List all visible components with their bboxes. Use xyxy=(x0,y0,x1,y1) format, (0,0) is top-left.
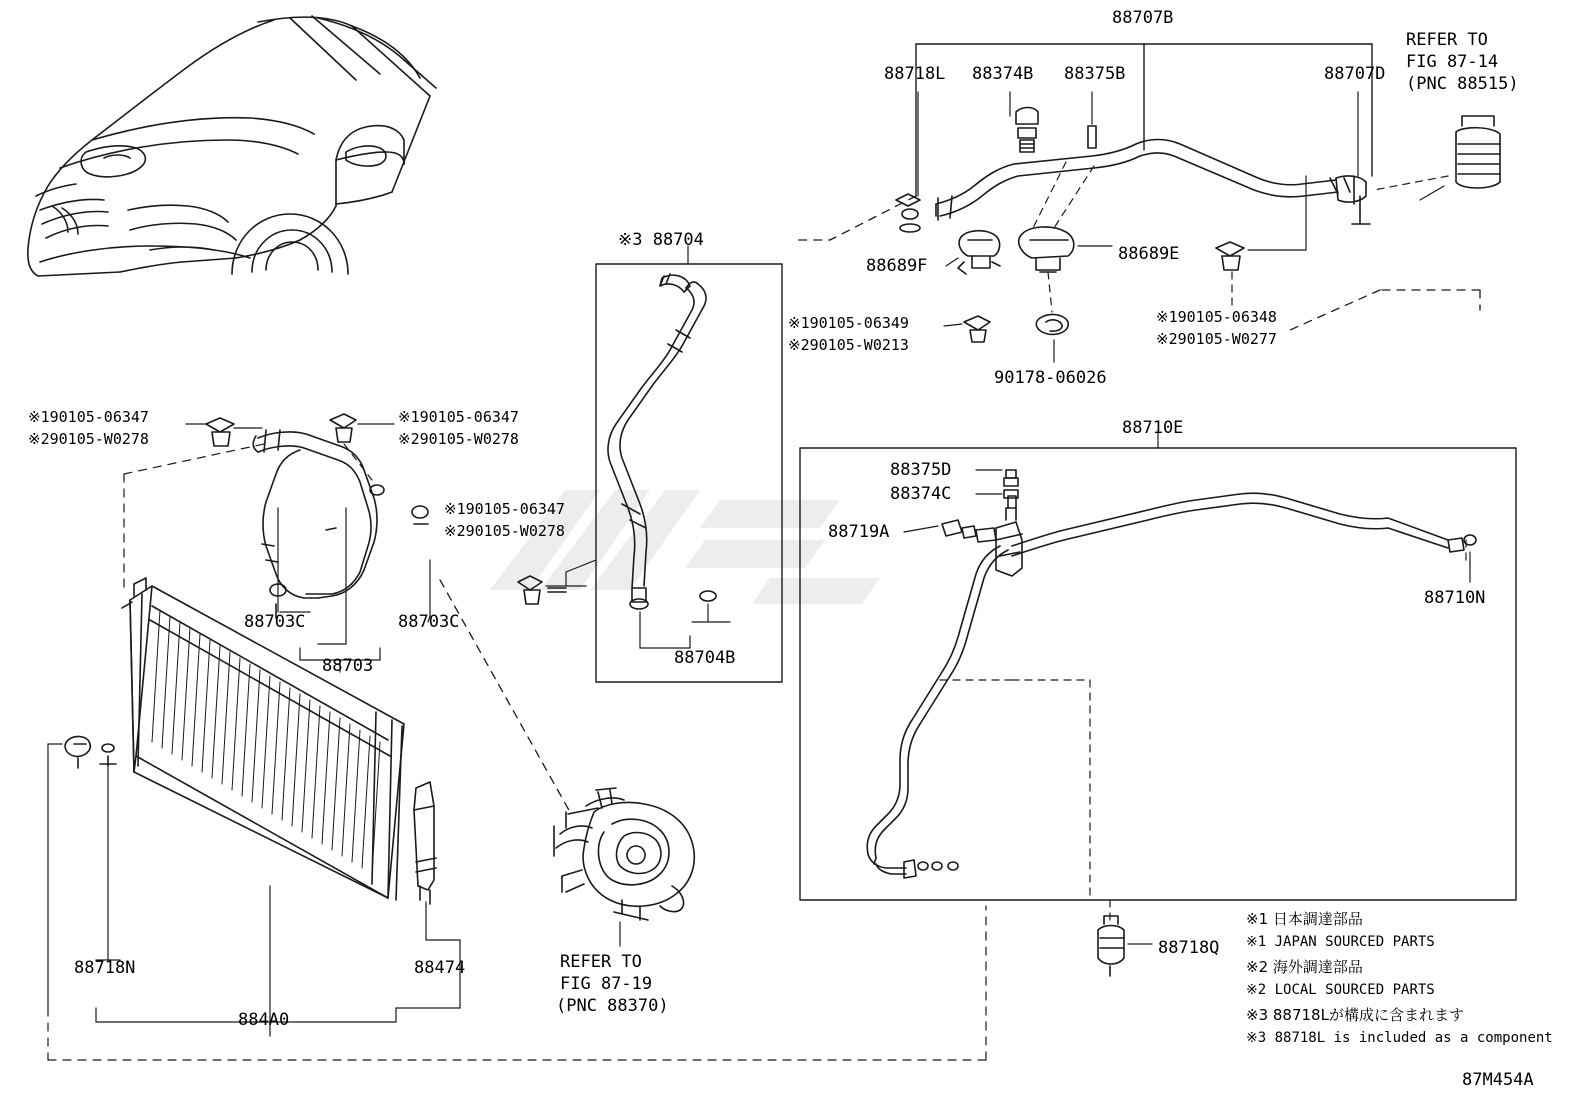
legend-line-2: ※1 JAPAN SOURCED PARTS xyxy=(1246,934,1435,950)
label-88710N: 88710N xyxy=(1424,588,1486,608)
bolt-4-line1: ※190105-06349 xyxy=(788,314,909,332)
legend-line-6: ※3 88718L is included as a component xyxy=(1246,1030,1553,1046)
figure-id: 87M454A xyxy=(1462,1070,1534,1090)
legend-line-1: ※1 日本調達部品 xyxy=(1246,910,1363,928)
ref-fig-87-19-line2: FIG 87-19 xyxy=(560,974,653,994)
bolt-2-line2: ※290105-W0278 xyxy=(398,430,519,448)
legend-line-4: ※2 LOCAL SOURCED PARTS xyxy=(1246,982,1435,998)
ref-fig-87-19-line3: (PNC 88370) xyxy=(556,996,669,1016)
label-88707D: 88707D xyxy=(1324,64,1386,84)
bolt-2-line1: ※190105-06347 xyxy=(398,408,519,426)
bolt-3-line2: ※290105-W0278 xyxy=(444,522,565,540)
label-88707B: 88707B xyxy=(1112,8,1174,28)
compressor xyxy=(554,788,694,946)
ref-fig-87-14-line3: (PNC 88515) xyxy=(1406,74,1519,94)
ref-fig-87-14-line2: FIG 87-14 xyxy=(1406,52,1499,72)
label-88374C: 88374C xyxy=(890,484,952,504)
label-88704: ※3 88704 xyxy=(618,230,704,250)
label-88375B: 88375B xyxy=(1064,64,1126,84)
legend-line-5: ※3 88718Lが構成に含まれます xyxy=(1246,1006,1464,1024)
label-88374B: 88374B xyxy=(972,64,1034,84)
bolt-5-line1: ※190105-06348 xyxy=(1156,308,1277,326)
bolt-5-line2: ※290105-W0277 xyxy=(1156,330,1277,348)
label-88710E: 88710E xyxy=(1122,418,1184,438)
box-88710E xyxy=(800,430,1516,976)
label-88703C-left: 88703C xyxy=(244,612,306,632)
ref-fig-87-19-line1: REFER TO xyxy=(560,952,642,972)
label-88375D: 88375D xyxy=(890,460,952,480)
label-88689F: 88689F xyxy=(866,256,928,276)
bolt-3-line1: ※190105-06347 xyxy=(444,500,565,518)
label-88703: 88703 xyxy=(322,656,374,676)
label-88718Q: 88718Q xyxy=(1158,938,1220,958)
vehicle-illustration xyxy=(28,16,436,276)
legend-line-3: ※2 海外調達部品 xyxy=(1246,958,1363,976)
bolt-1-line2: ※290105-W0278 xyxy=(28,430,149,448)
bolt-1-line1: ※190105-06347 xyxy=(28,408,149,426)
box-88704 xyxy=(518,246,782,682)
bolt-4-line2: ※290105-W0213 xyxy=(788,336,909,354)
label-88704B: 88704B xyxy=(674,648,736,668)
condenser-884A0 xyxy=(48,578,986,1060)
label-884A0: 884A0 xyxy=(238,1010,290,1030)
label-88719A: 88719A xyxy=(828,522,890,542)
label-88718N: 88718N xyxy=(74,958,136,978)
label-88703C-right: 88703C xyxy=(398,612,460,632)
label-88474: 88474 xyxy=(414,958,466,978)
label-88718L: 88718L xyxy=(884,64,946,84)
label-90178-06026: 90178-06026 xyxy=(994,368,1107,388)
ref-fig-87-14-line1: REFER TO xyxy=(1406,30,1488,50)
hose-88703 xyxy=(124,414,570,812)
label-88689E: 88689E xyxy=(1118,244,1180,264)
